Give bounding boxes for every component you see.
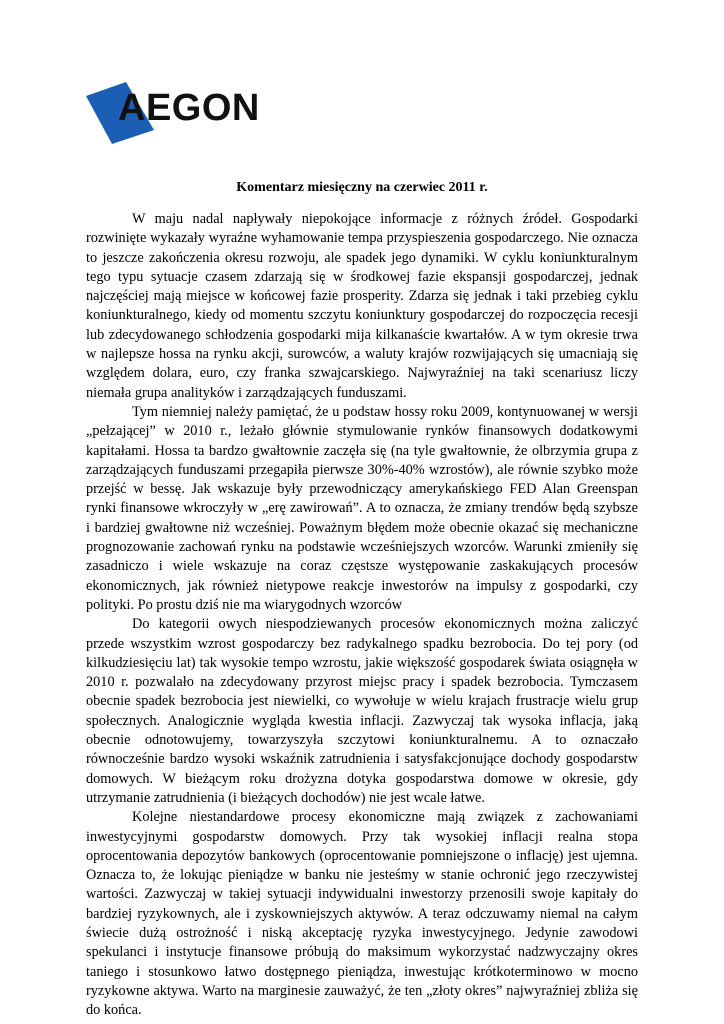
- document-body: [86, 210, 638, 1020]
- document-title: Komentarz miesięczny na czerwiec 2011 r.: [236, 180, 488, 195]
- paragraph: Kolejne niestandardowe procesy ekonomiczne mają związek z zachowaniami inwestycyjnymi gospodarstw domowych. Przy tak wysokiej inflacji realna stopa oprocentowania depozytów bankowych (oprocentowanie pomniejszone o inflację) jest ujemna. Oznacza to, że lokując pieniądze w banku nie jesteśmy w stanie ochronić jego rzeczywistej wartości. Zazwyczaj w takiej sytuacji indywidualni inwestorzy przenosili swoje kapitały do bardziej ryzykownych, ale i zyskowniejszych aktywów. A teraz odczuwamy niemal na całym świecie dużą ostrożność i niską akceptację ryzyka inwestycyjnego. Jedynie zawodowi spekulanci i instytucje finansowe próbują do maksimum wykorzystać nadzwyczajny okres taniego i stosunkowo łatwo dostępnego pieniądza, inwestując krótkoterminowo w mocno ryzykowne aktywa. Warto na marginesie zauważyć, że ten „złoty okres” najwyraźniej zbliża się do końca.: [86, 809, 638, 1019]
- aegon-logo: [86, 82, 258, 154]
- paragraph: Do kategorii owych niespodziewanych procesów ekonomicznych można zaliczyć przede wszystkim wzrost gospodarczy bez radykalnego spadku bezrobocia. Do tej pory (od kilkudziesięciu lat) tak wysokie tempo wzrostu, jakie większość gospodarek świata osiągnęła w 2010 r. pozwalało na zdecydowany przyrost miejsc pracy i spadek bezrobocia. Tymczasem obecnie spadek bezrobocia jest niewielki, co wywołuje w wielu krajach frustracje wielu grup społecznych. Analogicznie wygląda kwestia inflacji. Zazwyczaj tak wysoka inflacja, jaką obecnie odnotowujemy, towarzyszyła szczytowi koniunkturalnemu. A to oznaczało równocześnie bardzo wysoki wskaźnik zatrudnienia i satysfakcjonujące dochody gospodarstw domowych. W bieżącym roku drożyzna dotyka gospodarstwa domowe w okresie, gdy utrzymanie zatrudnienia (i bieżących dochodów) nie jest wcale łatwe.: [86, 616, 638, 806]
- paragraph: Tym niemniej należy pamiętać, że u podstaw hossy roku 2009, kontynuowanej w wersji „pełzającej” w 2010 r., leżało głównie stymulowanie rynków finansowych dodatkowymi kapitałami. Hossa ta bardzo gwałtownie zaczęła się (na tyle gwałtownie, że olbrzymia grupa z zarządzających funduszami przegapiła pierwsze 30%-40% wzrostów), ale równie szybko może przejść w bessę. Jak wskazuje były przewodniczący amerykańskiego FED Alan Greenspan rynki finansowe wkroczyły w „erę zawirowań”. A to oznacza, że zmiany trendów będą szybsze i bardziej gwałtowne niż wcześniej. Poważnym błędem może obecnie okazać się mechaniczne prognozowanie zachowań rynku na podstawie wcześniejszych wzorców. Warunki zmieniły się zasadniczo i wiele wskazuje na coraz częstsze występowanie zaskakujących procesów ekonomicznych, jak również nietypowe reakcje inwestorów na impulsy z gospodarki, czy polityki. Po prostu dziś nie ma wiarygodnych wzorców: [86, 403, 638, 613]
- aegon-logo-wordmark: AEGON: [118, 87, 260, 129]
- paragraph: W maju nadal napływały niepokojące informacje z różnych źródeł. Gospodarki rozwinięte wykazały wyraźne wyhamowanie tempa przyspieszenia gospodarczego. Nie oznacza to jeszcze zakończenia okresu rozwoju, ale spadek jego dynamiki. W cyklu koniunkturalnym tego typu sytuacje czasem zdarzają się w środkowej fazie ekspansji gospodarczej, jednak najczęściej mają miejsce w końcowej fazie prosperity. Zdarza się jednak i taki przebieg cyklu koniunkturalnego, kiedy od momentu szczytu koniunktury gospodarczej do rozpoczęcia recesji lub zdecydowanego schłodzenia gospodarki mija kilkanaście kwartałów. A w tym okresie trwa w najlepsze hossa na rynku akcji, surowców, a waluty krajów rozwijających się umacniają się względem dolara, euro, czy franka szwajcarskiego. Najwyraźniej na taki scenariusz liczy niemała grupa analityków i zarządzających funduszami.: [86, 211, 638, 401]
